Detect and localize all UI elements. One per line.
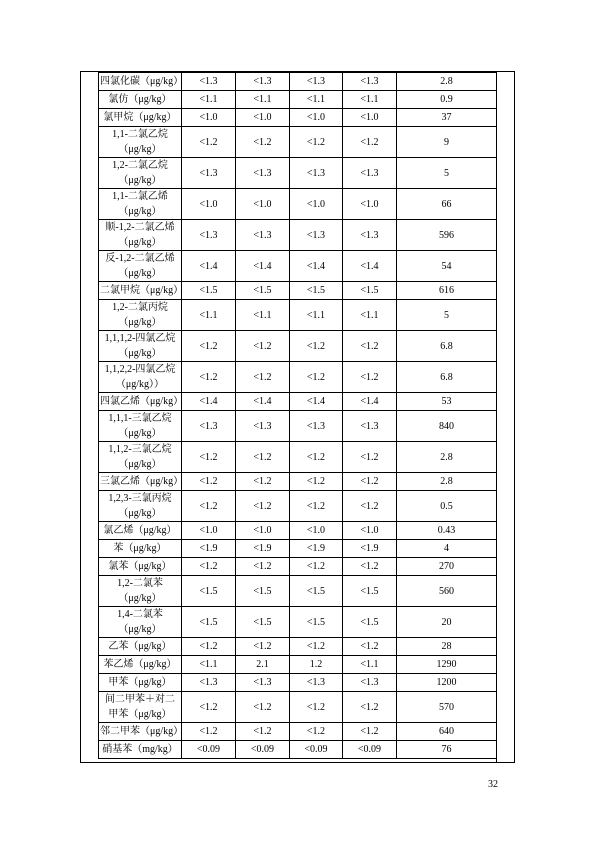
sample-1-cell: <1.1: [182, 656, 236, 674]
sample-2-cell: <1.1: [236, 300, 290, 331]
screening-value-cell: 570: [397, 692, 497, 723]
sample-1-cell: <1.0: [182, 522, 236, 540]
table-row: [99, 522, 497, 540]
sample-2-cell: <1.2: [236, 473, 290, 491]
sample-4-cell: <1.5: [343, 607, 397, 638]
screening-value-cell: 54: [397, 251, 497, 282]
sample-2-cell: <1.2: [236, 491, 290, 522]
table-row: [99, 741, 497, 759]
compound-name-cell: 硝基苯（mg/kg）: [99, 741, 182, 759]
sample-4-cell: <1.2: [343, 362, 397, 393]
table-row: [99, 127, 497, 158]
sample-2-cell: <1.3: [236, 158, 290, 189]
sample-4-cell: <1.0: [343, 109, 397, 127]
table-body: [99, 73, 497, 759]
table-row: [99, 109, 497, 127]
sample-4-cell: <1.2: [343, 692, 397, 723]
sample-3-cell: <1.0: [290, 189, 343, 220]
table-row: [99, 491, 497, 522]
sample-2-cell: <1.2: [236, 692, 290, 723]
compound-name-cell: 氯乙烯（μg/kg）: [99, 522, 182, 540]
sample-2-cell: <1.3: [236, 411, 290, 442]
sample-1-cell: <1.2: [182, 638, 236, 656]
table-row: [99, 540, 497, 558]
screening-value-cell: 0.43: [397, 522, 497, 540]
sample-3-cell: 1.2: [290, 656, 343, 674]
sample-2-cell: <1.9: [236, 540, 290, 558]
sample-1-cell: <1.2: [182, 558, 236, 576]
sample-4-cell: <1.2: [343, 491, 397, 522]
sample-1-cell: <0.09: [182, 741, 236, 759]
sample-1-cell: <1.2: [182, 127, 236, 158]
sample-3-cell: <1.2: [290, 473, 343, 491]
sample-3-cell: <1.2: [290, 638, 343, 656]
sample-2-cell: <1.5: [236, 576, 290, 607]
sample-2-cell: <1.2: [236, 723, 290, 741]
compound-name-cell: 氯甲烷（μg/kg）: [99, 109, 182, 127]
screening-value-cell: 4: [397, 540, 497, 558]
table-row: [99, 442, 497, 473]
compound-name-cell: 间二甲苯＋对二 甲苯（μg/kg）: [99, 692, 182, 723]
pollutant-data-table: [98, 72, 497, 759]
sample-4-cell: <1.3: [343, 158, 397, 189]
sample-4-cell: <1.2: [343, 331, 397, 362]
compound-name-cell: 反-1,2-二氯乙烯 （μg/kg）: [99, 251, 182, 282]
sample-1-cell: <1.2: [182, 491, 236, 522]
screening-value-cell: 0.5: [397, 491, 497, 522]
screening-value-cell: 2.8: [397, 442, 497, 473]
sample-1-cell: <1.5: [182, 282, 236, 300]
sample-4-cell: <0.09: [343, 741, 397, 759]
screening-value-cell: 616: [397, 282, 497, 300]
compound-name-cell: 1,4-二氯苯 （μg/kg）: [99, 607, 182, 638]
screening-value-cell: 2.8: [397, 473, 497, 491]
compound-name-cell: 乙苯（μg/kg）: [99, 638, 182, 656]
sample-3-cell: <1.3: [290, 73, 343, 91]
table-row: [99, 656, 497, 674]
sample-2-cell: <1.2: [236, 558, 290, 576]
table-row: [99, 158, 497, 189]
screening-value-cell: 270: [397, 558, 497, 576]
sample-2-cell: <1.5: [236, 282, 290, 300]
table-row: [99, 251, 497, 282]
compound-name-cell: 顺-1,2-二氯乙烯 （μg/kg）: [99, 220, 182, 251]
compound-name-cell: 1,1,2,2-四氯乙烷 （μg/kg））: [99, 362, 182, 393]
sample-3-cell: <0.09: [290, 741, 343, 759]
compound-name-cell: 1,1,1,2-四氯乙烷 （μg/kg）: [99, 331, 182, 362]
table-row: [99, 331, 497, 362]
compound-name-cell: 氯仿（μg/kg）: [99, 91, 182, 109]
sample-2-cell: 2.1: [236, 656, 290, 674]
sample-3-cell: <1.0: [290, 522, 343, 540]
screening-value-cell: 6.8: [397, 331, 497, 362]
screening-value-cell: 76: [397, 741, 497, 759]
sample-3-cell: <1.3: [290, 674, 343, 692]
sample-4-cell: <1.2: [343, 723, 397, 741]
sample-1-cell: <1.1: [182, 91, 236, 109]
screening-value-cell: 5: [397, 300, 497, 331]
sample-2-cell: <1.4: [236, 393, 290, 411]
sample-2-cell: <1.2: [236, 331, 290, 362]
table-row: [99, 692, 497, 723]
screening-value-cell: 20: [397, 607, 497, 638]
sample-3-cell: <1.2: [290, 558, 343, 576]
sample-1-cell: <1.1: [182, 300, 236, 331]
compound-name-cell: 四氯乙烯（μg/kg）: [99, 393, 182, 411]
compound-name-cell: 苯（μg/kg）: [99, 540, 182, 558]
sample-3-cell: <1.3: [290, 158, 343, 189]
sample-3-cell: <1.2: [290, 127, 343, 158]
sample-2-cell: <1.3: [236, 674, 290, 692]
sample-1-cell: <1.2: [182, 692, 236, 723]
compound-name-cell: 三氯乙烯（μg/kg）: [99, 473, 182, 491]
table-row: [99, 576, 497, 607]
sample-4-cell: <1.5: [343, 576, 397, 607]
sample-1-cell: <1.3: [182, 411, 236, 442]
compound-name-cell: 1,1,2-三氯乙烷 （μg/kg）: [99, 442, 182, 473]
sample-4-cell: <1.3: [343, 73, 397, 91]
sample-2-cell: <1.2: [236, 442, 290, 473]
sample-2-cell: <1.3: [236, 220, 290, 251]
sample-3-cell: <1.9: [290, 540, 343, 558]
page-number: 32: [488, 779, 498, 790]
table-row: [99, 393, 497, 411]
sample-4-cell: <1.4: [343, 393, 397, 411]
compound-name-cell: 甲苯（μg/kg）: [99, 674, 182, 692]
sample-1-cell: <1.4: [182, 251, 236, 282]
table-row: [99, 282, 497, 300]
screening-value-cell: 2.8: [397, 73, 497, 91]
compound-name-cell: 四氯化碳（μg/kg）: [99, 73, 182, 91]
table-row: [99, 73, 497, 91]
sample-2-cell: <1.1: [236, 91, 290, 109]
sample-3-cell: <1.2: [290, 692, 343, 723]
sample-1-cell: <1.2: [182, 442, 236, 473]
sample-3-cell: <1.1: [290, 300, 343, 331]
table-row: [99, 638, 497, 656]
sample-1-cell: <1.4: [182, 393, 236, 411]
sample-1-cell: <1.2: [182, 331, 236, 362]
screening-value-cell: 840: [397, 411, 497, 442]
compound-name-cell: 1,2-二氯苯 （μg/kg）: [99, 576, 182, 607]
sample-4-cell: <1.2: [343, 127, 397, 158]
sample-2-cell: <1.4: [236, 251, 290, 282]
compound-name-cell: 氯苯（μg/kg）: [99, 558, 182, 576]
sample-1-cell: <1.3: [182, 220, 236, 251]
sample-2-cell: <1.2: [236, 638, 290, 656]
sample-3-cell: <1.2: [290, 442, 343, 473]
sample-4-cell: <1.5: [343, 282, 397, 300]
sample-4-cell: <1.1: [343, 300, 397, 331]
screening-value-cell: 0.9: [397, 91, 497, 109]
sample-3-cell: <1.2: [290, 331, 343, 362]
sample-2-cell: <1.2: [236, 362, 290, 393]
sample-4-cell: <1.2: [343, 473, 397, 491]
sample-4-cell: <1.0: [343, 522, 397, 540]
sample-3-cell: <1.5: [290, 576, 343, 607]
sample-1-cell: <1.5: [182, 607, 236, 638]
screening-value-cell: 6.8: [397, 362, 497, 393]
sample-2-cell: <1.3: [236, 73, 290, 91]
sample-4-cell: <1.1: [343, 91, 397, 109]
compound-name-cell: 苯乙烯（μg/kg）: [99, 656, 182, 674]
sample-3-cell: <1.1: [290, 91, 343, 109]
sample-3-cell: <1.4: [290, 251, 343, 282]
sample-3-cell: <1.3: [290, 411, 343, 442]
sample-4-cell: <1.0: [343, 189, 397, 220]
sample-4-cell: <1.3: [343, 411, 397, 442]
table-row: [99, 674, 497, 692]
sample-4-cell: <1.3: [343, 674, 397, 692]
table-row: [99, 411, 497, 442]
sample-1-cell: <1.2: [182, 723, 236, 741]
sample-2-cell: <1.2: [236, 127, 290, 158]
sample-1-cell: <1.9: [182, 540, 236, 558]
sample-3-cell: <1.3: [290, 220, 343, 251]
sample-1-cell: <1.2: [182, 362, 236, 393]
compound-name-cell: 邻二甲苯（μg/kg）: [99, 723, 182, 741]
screening-value-cell: 37: [397, 109, 497, 127]
table-row: [99, 558, 497, 576]
sample-3-cell: <1.2: [290, 491, 343, 522]
sample-2-cell: <1.0: [236, 189, 290, 220]
sample-3-cell: <1.5: [290, 607, 343, 638]
compound-name-cell: 1,2-二氯丙烷 （μg/kg）: [99, 300, 182, 331]
sample-1-cell: <1.2: [182, 473, 236, 491]
sample-3-cell: <1.4: [290, 393, 343, 411]
sample-3-cell: <1.5: [290, 282, 343, 300]
screening-value-cell: 28: [397, 638, 497, 656]
sample-3-cell: <1.2: [290, 362, 343, 393]
table-row: [99, 362, 497, 393]
table-row: [99, 473, 497, 491]
sample-1-cell: <1.5: [182, 576, 236, 607]
compound-name-cell: 1,2,3-三氯丙烷 （μg/kg）: [99, 491, 182, 522]
sample-4-cell: <1.2: [343, 442, 397, 473]
screening-value-cell: 9: [397, 127, 497, 158]
sample-3-cell: <1.0: [290, 109, 343, 127]
screening-value-cell: 640: [397, 723, 497, 741]
sample-2-cell: <1.5: [236, 607, 290, 638]
compound-name-cell: 1,1-二氯乙烷 （μg/kg）: [99, 127, 182, 158]
sample-4-cell: <1.3: [343, 220, 397, 251]
sample-4-cell: <1.2: [343, 638, 397, 656]
table-row: [99, 189, 497, 220]
screening-value-cell: 53: [397, 393, 497, 411]
sample-4-cell: <1.4: [343, 251, 397, 282]
sample-1-cell: <1.3: [182, 158, 236, 189]
screening-value-cell: 1200: [397, 674, 497, 692]
sample-2-cell: <1.0: [236, 109, 290, 127]
sample-1-cell: <1.0: [182, 189, 236, 220]
table-row: [99, 91, 497, 109]
sample-1-cell: <1.3: [182, 73, 236, 91]
sample-4-cell: <1.1: [343, 656, 397, 674]
table-row: [99, 723, 497, 741]
screening-value-cell: 5: [397, 158, 497, 189]
sample-1-cell: <1.0: [182, 109, 236, 127]
sample-2-cell: <1.0: [236, 522, 290, 540]
sample-2-cell: <0.09: [236, 741, 290, 759]
sample-4-cell: <1.9: [343, 540, 397, 558]
compound-name-cell: 二氯甲烷（μg/kg）: [99, 282, 182, 300]
screening-value-cell: 66: [397, 189, 497, 220]
screening-value-cell: 560: [397, 576, 497, 607]
table-row: [99, 220, 497, 251]
table-row: [99, 300, 497, 331]
sample-4-cell: <1.2: [343, 558, 397, 576]
table-row: [99, 607, 497, 638]
compound-name-cell: 1,1,1-三氯乙烷 （μg/kg）: [99, 411, 182, 442]
compound-name-cell: 1,2-二氯乙烷 （μg/kg）: [99, 158, 182, 189]
screening-value-cell: 596: [397, 220, 497, 251]
sample-3-cell: <1.2: [290, 723, 343, 741]
screening-value-cell: 1290: [397, 656, 497, 674]
sample-1-cell: <1.3: [182, 674, 236, 692]
compound-name-cell: 1,1-二氯乙烯 （μg/kg）: [99, 189, 182, 220]
